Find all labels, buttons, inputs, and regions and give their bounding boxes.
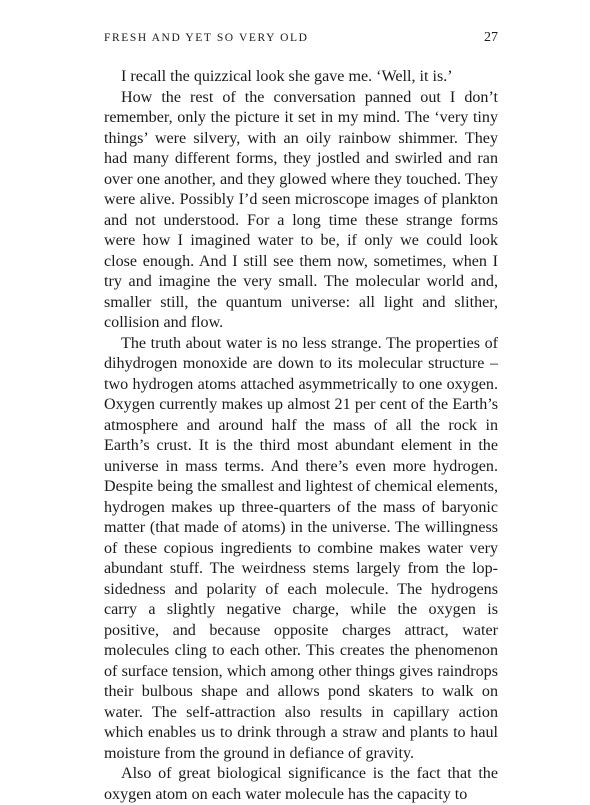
paragraph: I recall the quizzical look she gave me. ‘Well, it is.’: [121, 68, 453, 85]
page-number: 27: [484, 30, 498, 45]
running-title: FRESH AND YET SO VERY OLD: [104, 32, 309, 44]
paragraph: How the rest of the conversation panned out I don’t remember, only the picture it set in my mind. The ‘very tiny things’ were silvery, with an oily rainbow shimmer. They had many different forms, they jostled and swirled and ran over one another, and they glowed where they touched. They were alive. Possibly I’d seen microscope images of plankton and not understood. For a long time these strange forms were how I imagined water to be, if only we could look close enough. And I still see them now, sometimes, when I try and imagine the very small. The molecular world and, smaller still, the quantum universe: all light and slither, collision and flow.: [104, 88, 498, 331]
body-text: [104, 67, 498, 805]
paragraph: The truth about water is no less strange. The properties of dihydrogen monoxide are down to its molecular structure – two hydrogen atoms attached asymmetrically to one oxygen. Oxygen currently makes up almost 21 per cent of the Earth’s atmosphere and around half the mass of all the rock in Earth’s crust. It is the third most abundant element in the universe in mass terms. And there’s even more hydrogen. Despite being the smallest and lightest of chemical elements, hydrogen makes up three-quarters of the mass of baryonic matter (that made of atoms) in the universe. The willingness of these copious ingredients to combine makes water very abundant stuff. The weirdness stems largely from the lop-sidedness and polarity of each molecule. The hydrogens carry a slightly negative charge, while the oxygen is positive, and because opposite charges attract, water molecules cling to each other. This creates the phenomenon of surface tension, which among other things gives raindrops their bulbous shape and allows pond skaters to walk on water. The self-attraction also results in capillary action which enables us to drink through a straw and plants to haul moisture from the ground in defiance of gravity.: [104, 334, 498, 762]
paragraph: Also of great biological significance is the fact that the oxygen atom on each water molecule has the capacity to: [104, 765, 498, 803]
running-header: [104, 28, 498, 48]
